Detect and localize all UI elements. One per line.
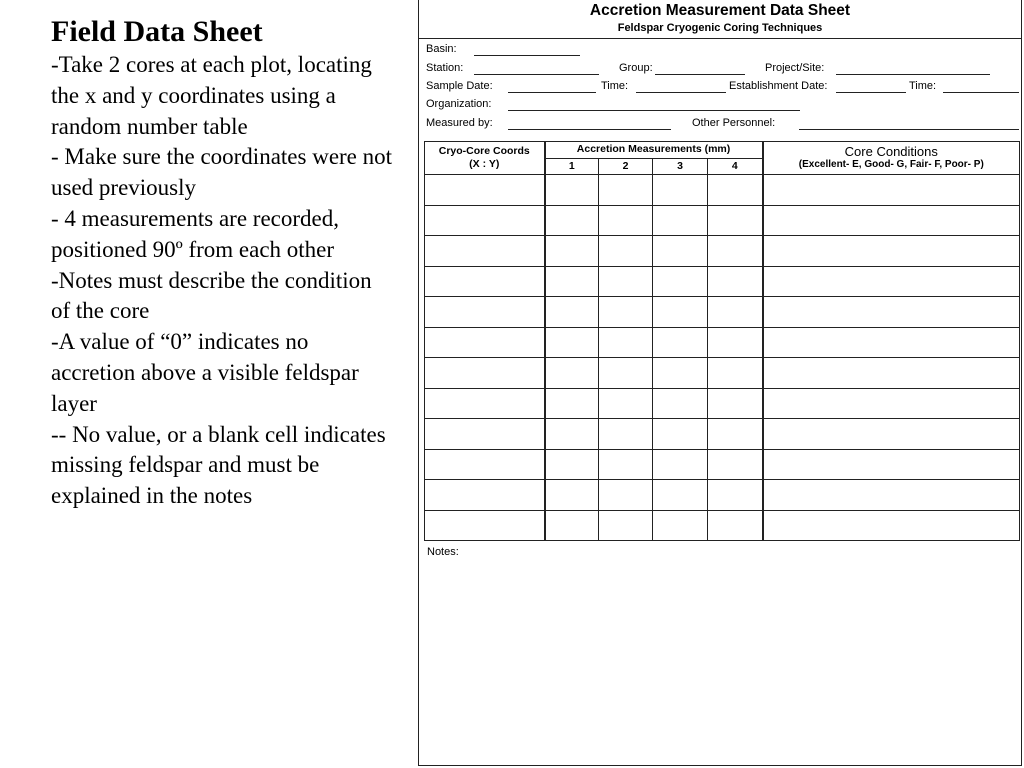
measured-by-field[interactable] [508, 129, 671, 130]
basin-label: Basin: [426, 43, 457, 55]
condition-cell[interactable] [763, 297, 1020, 328]
table-row [425, 449, 1020, 480]
condition-cell[interactable] [763, 388, 1020, 419]
measurement-table [424, 141, 1019, 541]
table-row [425, 327, 1020, 358]
measurement-1-cell[interactable] [545, 236, 599, 267]
measurement-1-cell[interactable] [545, 480, 599, 511]
coords-cell[interactable] [425, 449, 545, 480]
measurement-4-cell[interactable] [708, 236, 763, 267]
measurement-3-cell[interactable] [653, 175, 708, 206]
measurement-2-cell[interactable] [599, 327, 653, 358]
organization-field[interactable] [508, 110, 800, 111]
coords-header [425, 142, 545, 175]
table-row [425, 419, 1020, 450]
coords-cell[interactable] [425, 266, 545, 297]
condition-cell[interactable] [763, 266, 1020, 297]
instruction-item: -Take 2 cores at each plot, locating the x and y coordinates using a random number table [51, 52, 372, 139]
measurement-3-cell[interactable] [653, 510, 708, 541]
time-label: Time: [601, 80, 629, 92]
table-row [425, 266, 1020, 297]
project-site-field[interactable] [836, 74, 990, 75]
coords-cell[interactable] [425, 510, 545, 541]
measurement-4-cell[interactable] [708, 297, 763, 328]
condition-cell[interactable] [763, 205, 1020, 236]
measurement-2-cell[interactable] [599, 266, 653, 297]
measurement-1-cell[interactable] [545, 327, 599, 358]
measurement-4-cell[interactable] [708, 419, 763, 450]
table-body [425, 175, 1020, 541]
other-personnel-label: Other Personnel: [692, 117, 776, 129]
other-personnel-field[interactable] [799, 129, 1019, 130]
condition-cell[interactable] [763, 480, 1020, 511]
organization-label: Organization: [426, 98, 492, 110]
table-row [425, 297, 1020, 328]
condition-cell[interactable] [763, 449, 1020, 480]
measurement-3-cell[interactable] [653, 388, 708, 419]
measured-by-label: Measured by: [426, 117, 493, 129]
measurement-4-cell[interactable] [708, 510, 763, 541]
sheet-header [419, 0, 1021, 39]
measurement-4-cell[interactable] [708, 449, 763, 480]
time-field[interactable] [636, 92, 726, 93]
measurement-1-cell[interactable] [545, 449, 599, 480]
table-row [425, 236, 1020, 267]
table-row [425, 388, 1020, 419]
measurement-2-cell[interactable] [599, 449, 653, 480]
instruction-item: -Notes must describe the condition of the core [51, 267, 372, 324]
measurement-4-cell[interactable] [708, 358, 763, 389]
coords-header-label: Cryo-Core Coords [438, 145, 530, 157]
measurement-4-cell[interactable] [708, 205, 763, 236]
coords-header-sub: (X : Y) [469, 158, 500, 170]
measurement-1-cell[interactable] [545, 388, 599, 419]
measurement-2-cell[interactable] [599, 236, 653, 267]
measurement-1-cell[interactable] [545, 266, 599, 297]
conditions-header-label: Core Conditions [844, 144, 938, 159]
measurement-1-cell[interactable] [545, 510, 599, 541]
instruction-item: -A value of “0” indicates no accretion above a visible feldspar layer [51, 329, 359, 416]
instruction-item: - 4 measurements are recorded, positioned 90º from each other [51, 205, 339, 262]
measurements-header: Accretion Measurements (mm) [545, 142, 763, 159]
table-row [425, 480, 1020, 511]
measurement-2-cell[interactable] [599, 419, 653, 450]
measurement-col-3: 3 [653, 158, 708, 175]
measurement-3-cell[interactable] [653, 358, 708, 389]
measurement-2-cell[interactable] [599, 205, 653, 236]
table-row [425, 175, 1020, 206]
measurement-1-cell[interactable] [545, 205, 599, 236]
measurement-4-cell[interactable] [708, 266, 763, 297]
coords-cell[interactable] [425, 297, 545, 328]
instructions-title: Field Data Sheet [51, 15, 263, 48]
measurement-1-cell[interactable] [545, 419, 599, 450]
data-sheet [418, 0, 1022, 766]
instructions-panel [51, 14, 396, 512]
coords-cell[interactable] [425, 419, 545, 450]
measurement-2-cell[interactable] [599, 297, 653, 328]
condition-cell[interactable] [763, 327, 1020, 358]
measurement-2-cell[interactable] [599, 388, 653, 419]
table-row [425, 510, 1020, 541]
measurement-3-cell[interactable] [653, 419, 708, 450]
coords-cell[interactable] [425, 327, 545, 358]
sample-date-label: Sample Date: [426, 80, 493, 92]
measurement-2-cell[interactable] [599, 175, 653, 206]
project-site-label: Project/Site: [765, 62, 825, 74]
condition-cell[interactable] [763, 510, 1020, 541]
table-row [425, 205, 1020, 236]
establishment-date-label: Establishment Date: [729, 80, 828, 92]
measurement-3-cell[interactable] [653, 449, 708, 480]
instruction-item: -- No value, or a blank cell indicates missing feldspar and must be explained in the notes [51, 421, 386, 509]
measurement-col-1: 1 [545, 158, 599, 175]
measurement-2-cell[interactable] [599, 358, 653, 389]
measurement-4-cell[interactable] [708, 327, 763, 358]
measurement-3-cell[interactable] [653, 236, 708, 267]
measurement-1-cell[interactable] [545, 358, 599, 389]
condition-cell[interactable] [763, 358, 1020, 389]
basin-field[interactable] [474, 55, 580, 56]
sample-date-field[interactable] [508, 92, 596, 93]
conditions-header [763, 142, 1020, 175]
measurement-4-cell[interactable] [708, 480, 763, 511]
station-field[interactable] [474, 74, 599, 75]
measurement-col-4: 4 [708, 158, 763, 175]
coords-cell[interactable] [425, 205, 545, 236]
group-field[interactable] [655, 74, 745, 75]
establishment-date-field[interactable] [836, 92, 906, 93]
measurement-3-cell[interactable] [653, 480, 708, 511]
time2-field[interactable] [943, 92, 1019, 93]
coords-cell[interactable] [425, 236, 545, 267]
instruction-item: - Make sure the coordinates were not used previously [51, 144, 393, 201]
measurement-4-cell[interactable] [708, 175, 763, 206]
measurement-2-cell[interactable] [599, 480, 653, 511]
table-row [425, 358, 1020, 389]
station-label: Station: [426, 62, 464, 74]
measurement-col-2: 2 [599, 158, 653, 175]
sheet-subtitle: Feldspar Cryogenic Coring Techniques [617, 22, 823, 34]
time2-label: Time: [909, 80, 937, 92]
sheet-title: Accretion Measurement Data Sheet [589, 2, 851, 19]
measurement-3-cell[interactable] [653, 266, 708, 297]
measurement-3-cell[interactable] [653, 205, 708, 236]
measurement-1-cell[interactable] [545, 297, 599, 328]
notes-label: Notes: [427, 546, 459, 558]
measurement-4-cell[interactable] [708, 388, 763, 419]
measurement-2-cell[interactable] [599, 510, 653, 541]
coords-cell[interactable] [425, 358, 545, 389]
coords-cell[interactable] [425, 388, 545, 419]
condition-cell[interactable] [763, 175, 1020, 206]
condition-cell[interactable] [763, 236, 1020, 267]
measurement-1-cell[interactable] [545, 175, 599, 206]
coords-cell[interactable] [425, 480, 545, 511]
condition-cell[interactable] [763, 419, 1020, 450]
measurement-3-cell[interactable] [653, 327, 708, 358]
group-label: Group: [619, 62, 653, 74]
conditions-header-sub: (Excellent- E, Good- G, Fair- F, Poor- P) [798, 159, 984, 170]
coords-cell[interactable] [425, 175, 545, 206]
measurement-3-cell[interactable] [653, 297, 708, 328]
